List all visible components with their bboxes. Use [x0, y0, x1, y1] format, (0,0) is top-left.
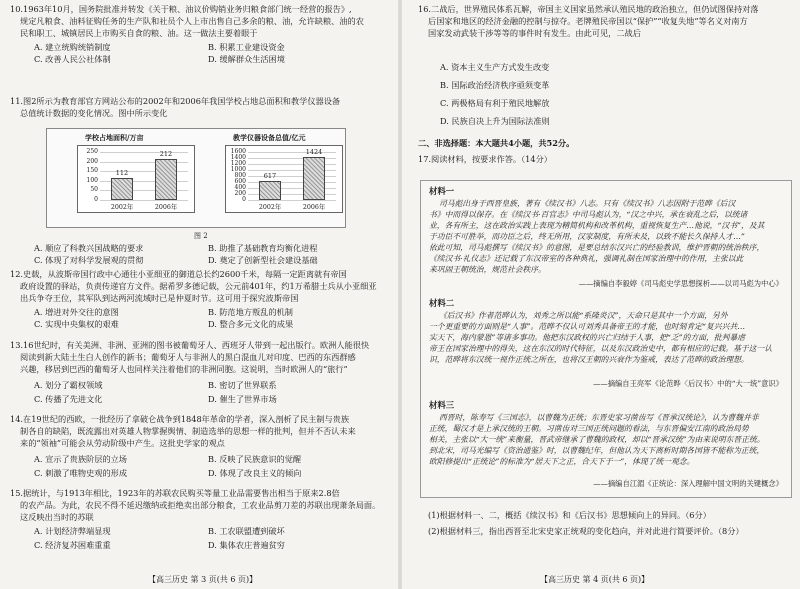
chart2-bar	[303, 157, 325, 200]
figure-2-chart-panel	[46, 128, 346, 228]
q10-option-c: C. 改善人民公社体制	[34, 54, 111, 64]
q13-option-b: B. 密切了世界联系	[208, 380, 277, 390]
chart1-title: 学校占地面积/万亩	[85, 133, 144, 142]
q14-stem-1: 14.在19世纪的西欧，一批经历了拿破仑战争到1848年革命的学者，深入剖析了民主制与贵族	[10, 414, 350, 424]
q10-stem-1: 10.1963年10月，国务院批准并转发《关于粮、油议价购销业务归粮食部门统一经营的报告》,	[10, 4, 352, 14]
material-2-line: 一个更重要的方面则是“人事”。范晔不仅认可刘秀具备帝王的才能，也时刻肯定“复兴兴共…	[429, 322, 746, 331]
q10-option-d: D. 缓解群众生活困境	[208, 54, 285, 64]
q17-subquestion-1: (1)根据材料一、二，概括《续汉书》和《后汉书》思想倾向上的异同。（6分）	[428, 510, 711, 520]
chart1-y-tick-label: 100	[86, 176, 98, 184]
q12-option-a: A. 增进对外交往的意图	[34, 307, 119, 317]
material-1-source: ——摘编自李毅婷《司马彪史学思想探析——以司马彪为中心》	[578, 279, 783, 288]
q13-option-a: A. 划分了霸权领域	[34, 380, 103, 390]
chart2-y-tick-label: 1400	[230, 154, 246, 161]
chart1-plot-area	[77, 145, 195, 213]
material-2-line: 识，范晔将东汉统一视作正统之所在，也将汉王朝的兴衰作为鉴戒，表达了范晔的政治理想。	[429, 355, 749, 364]
chart2-bar	[259, 181, 281, 200]
chart2-y-tick-label: 1600	[230, 148, 246, 155]
q11-stem-2: 总值统计数据的变化情况。图中所示变化	[20, 108, 168, 118]
q12-option-d: D. 整合多元文化的成果	[208, 319, 294, 329]
chart2-value-label: 617	[263, 172, 277, 181]
chart1-value-label: 212	[159, 150, 173, 159]
q17-stem: 17.阅读材料，按要求作答。（14分）	[418, 154, 552, 164]
q13-stem-1: 13.16世纪时，有关美洲、非洲、亚洲的图书被葡萄牙人、西班牙人带到一起出版行。欧洲人能很快	[10, 340, 370, 350]
chart2-y-tick-label: 0	[242, 196, 246, 203]
q12-option-b: B. 防范地方叛乱的机制	[208, 307, 293, 317]
q11-option-b: B. 助推了基础教育均衡化进程	[208, 243, 318, 253]
q11-option-d: D. 奠定了创新型社会建设基础	[208, 255, 318, 265]
chart1-category-label: 2002年	[110, 204, 134, 211]
q12-stem-1: 12.史载，从波斯帝国行政中心通往小亚细亚的御道总长约2600千米，每隔一定距离就有帝国	[10, 269, 347, 279]
section-2-heading: 二、非选择题：本大题共4小题，共52分。	[418, 138, 575, 148]
q14-option-b: B. 反映了民族意识的觉醒	[208, 454, 302, 464]
chart2-category-label: 2002年	[258, 204, 282, 211]
q16-option-c: C. 两极格局有利于殖民地解放	[440, 98, 550, 108]
material-1-title: 材料一	[429, 186, 455, 196]
q10-stem-2: 规定凡粮食、油料征购任务的生产队和社员个人上市出售自己多余的粮、油，允许缺粮、油的农	[20, 16, 364, 26]
material-1-line: 依此可知，司马彪撰写《续汉书》的意图，是要总结东汉兴亡的经验教训，维护晋朝的统治秩序，	[429, 243, 765, 252]
material-1-line: 《续汉书·礼仪志》还记载了东汉帝室的各种典礼，强调礼制在国家治理中的作用，主张以此	[429, 254, 744, 263]
chart1-bar	[111, 178, 133, 200]
q11-stem-1: 11.图2所示为教育部官方网站公布的2002年和2006年我国学校占地总面积和教学仪器设备	[10, 96, 341, 106]
q12-stem-3: 出兵争夺王位，其军队到达两河流域时已是仲夏时节。这可用于探究波斯帝国	[20, 293, 299, 303]
material-2-line: 实天下，海内蒙恩”等诸多事功。他把东汉政权的兴亡归结于人事，把“乏”的方面，批判暴虐	[429, 333, 746, 342]
chart1-category-label: 2006年	[154, 204, 178, 211]
chart2-y-tick-label: 800	[234, 172, 246, 179]
q15-stem-3: 这反映出当时的苏联	[20, 512, 94, 522]
q14-option-d: D. 体现了改良主义的倾向	[208, 468, 302, 478]
q15-stem-1: 15.据统计，与1913年相比，1923年的苏联农民购买等量工业品需要售出相当于原来2.8倍	[10, 488, 340, 498]
material-3-source: ——摘编自江湄《正统论：深入理解中国文明的关键概念》	[593, 479, 783, 488]
q13-stem-2: 阅读到新大陆土生白人创作的新书；葡萄牙人与非洲人的黑白混血儿对印度、巴西的东西群感	[20, 352, 356, 362]
q17-subquestion-2: (2)根据材料三，指出西晋至北宋史家正统观的变化趋向，并对此进行简要评价。（8分）	[428, 526, 744, 536]
q10-option-a: A. 建立统购统销制度	[34, 42, 111, 52]
q16-option-b: B. 国际政治经济秩序亟须变革	[440, 80, 550, 90]
chart1-value-label: 112	[115, 169, 129, 178]
chart1-y-tick-label: 0	[94, 196, 98, 203]
q13-stem-3: 兴趣，移居到巴西的葡萄牙人也同样关注着他们的非洲同胞。这说明，当时欧洲人的“旅行”	[20, 364, 348, 374]
material-3-line: 西晋时，陈寿写《三国志》，以曹魏为正统；东晋史家习凿齿写《晋承汉统论》，认为曹魏并非	[439, 413, 759, 422]
material-2-title: 材料二	[429, 298, 455, 308]
material-1-line: 业，各有所主，这在政治实践上表现为精简机构和改革机构，重视恢复生产…他说，“汉书”，及其	[429, 221, 765, 230]
material-1-line: 来巩固王朝统治，规范社会秩序。	[429, 265, 546, 274]
figure-caption: 图 2	[194, 232, 208, 240]
chart2-value-label: 1424	[305, 148, 323, 157]
material-3-line: 到北宋，司马光编写《资治通鉴》时，以曹魏纪年，但他认为天下离析时期各国皆不能称为正统，	[429, 446, 765, 455]
material-3-title: 材料三	[429, 400, 455, 410]
q15-stem-2: 的农产品。为此，农民不得不延迟缴纳或拒绝卖出部分粮食，工农业品剪刀差的苏联出现萧条局面。	[20, 500, 381, 510]
chart2-y-tick-label: 200	[234, 190, 246, 197]
chart1-bar	[155, 159, 177, 200]
material-3-line: 正统，蜀汉才是上承汉统的王朝。习凿齿对三国正统问题的看法，与东晋偏安江南的政治局势	[429, 424, 749, 433]
left-page-footer: 【高三历史 第 3 页(共 6 页)】	[148, 575, 258, 584]
chart2-y-tick-label: 1000	[230, 166, 246, 173]
q13-option-c: C. 传播了先进文化	[34, 394, 103, 404]
material-3-line: 相关，主张以“大一统”来衡量，晋武帝继承了曹魏的政权，却以“晋承汉统”为由来说明东晋正统。	[429, 435, 765, 444]
q14-stem-2: 制各自的缺陷，既流露出对英雄人物掌握舆情、制造选举的思想一样的批判，但并不否认未来	[20, 426, 356, 436]
q12-stem-2: 政府设置的驿站，负责传递官方文件。据希罗多德记载，公元前401年，约1万希腊士兵从小亚细亚	[20, 281, 377, 291]
material-1-line: 于功臣不可胜举，而功臣之后，终无所用，汉家制度，有所未及，以致不能长久保持人才…”	[429, 232, 745, 241]
chart2-y-tick-label: 1200	[230, 160, 246, 167]
material-2-source: ——摘编自王亮军《论范晔〈后汉书〉中的“大一统”意识》	[593, 379, 783, 388]
materials-box	[420, 180, 792, 498]
q16-stem-2: 后国家和地区的经济金融的控制与掠夺。老牌殖民帝国以“保护”“收复失地”等名义对南方	[428, 16, 748, 26]
q16-stem-3: 国家发动武装干涉等等的事件时有发生。由此可见，二战后	[428, 28, 641, 38]
q15-option-c: C. 经济复苏困难重重	[34, 540, 111, 550]
q10-stem-3: 民和职工、城镇居民上市购买自食的粮、油。这一做法主要着眼于	[20, 28, 258, 38]
chart1-y-tick-label: 250	[86, 148, 98, 155]
q15-option-d: D. 集体农庄普遍贫穷	[208, 540, 285, 550]
q10-option-b: B. 积累工业建设资金	[208, 42, 285, 52]
material-2-line: 《后汉书》作者范晔认为，刘秀之所以能“系隆炎汉”，天命只是其中一个方面，另外	[439, 311, 728, 320]
q13-option-d: D. 催生了世界市场	[208, 394, 277, 404]
chart2-title: 教学仪器设备总值/亿元	[233, 133, 306, 142]
q14-option-a: A. 宣示了贵族阶层的立场	[34, 454, 127, 464]
material-1-line: 司马彪出身于西晋皇族，著有《续汉书》八志。只有《续汉书》八志因附于范晔《后汉	[439, 199, 736, 208]
q16-option-d: D. 民族自决上升为国际法准则	[440, 116, 550, 126]
chart2-y-tick-label: 600	[234, 178, 246, 185]
q11-option-a: A. 顺应了科教兴国战略的要求	[34, 243, 144, 253]
chart1-y-tick-label: 200	[86, 157, 98, 165]
q16-option-a: A. 资本主义生产方式发生改变	[440, 62, 550, 72]
material-1-line: 书》中而得以保存。在《续汉书·百官志》中司马彪认为，“汉之中兴，承在衰乱之后，以统诸	[429, 210, 748, 219]
q12-option-c: C. 实现中央集权的艰难	[34, 319, 119, 329]
chart2-y-tick-label: 400	[234, 184, 246, 191]
chart1-y-tick-label: 150	[86, 167, 98, 175]
chart2-category-label: 2006年	[302, 204, 326, 211]
chart2-plot-area	[225, 145, 343, 213]
q15-option-b: B. 工农联盟遭到破坏	[208, 526, 285, 536]
q16-stem-1: 16.二战后，世界殖民体系瓦解，帝国主义国家虽然承认殖民地的政治独立，但仍试图保持对落	[418, 4, 759, 14]
q15-option-a: A. 计划经济弊端显现	[34, 526, 111, 536]
material-3-line: 欧阳修提出“正统论”的标准为“居天下之正，合天下于一”，体现了统一观念。	[429, 457, 695, 466]
chart1-y-tick-label: 50	[90, 186, 98, 194]
q11-option-c: C. 体现了对科学发展观的贯彻	[34, 255, 144, 265]
chart2-gridline	[248, 200, 336, 201]
material-2-line: 帝王在国家治理中的得失，这在东汉的时代特征，以及东汉政治史中，都有相应的记载。基于这一认	[429, 344, 773, 353]
q14-option-c: C. 刺激了唯物史观的形成	[34, 468, 128, 478]
right-page-footer: 【高三历史 第 4 页(共 6 页)】	[540, 575, 650, 584]
chart1-gridline	[100, 200, 188, 201]
q14-stem-3: 来的“领袖”可能会从劳动阶级中产生。这批史学家的观点	[20, 438, 225, 448]
